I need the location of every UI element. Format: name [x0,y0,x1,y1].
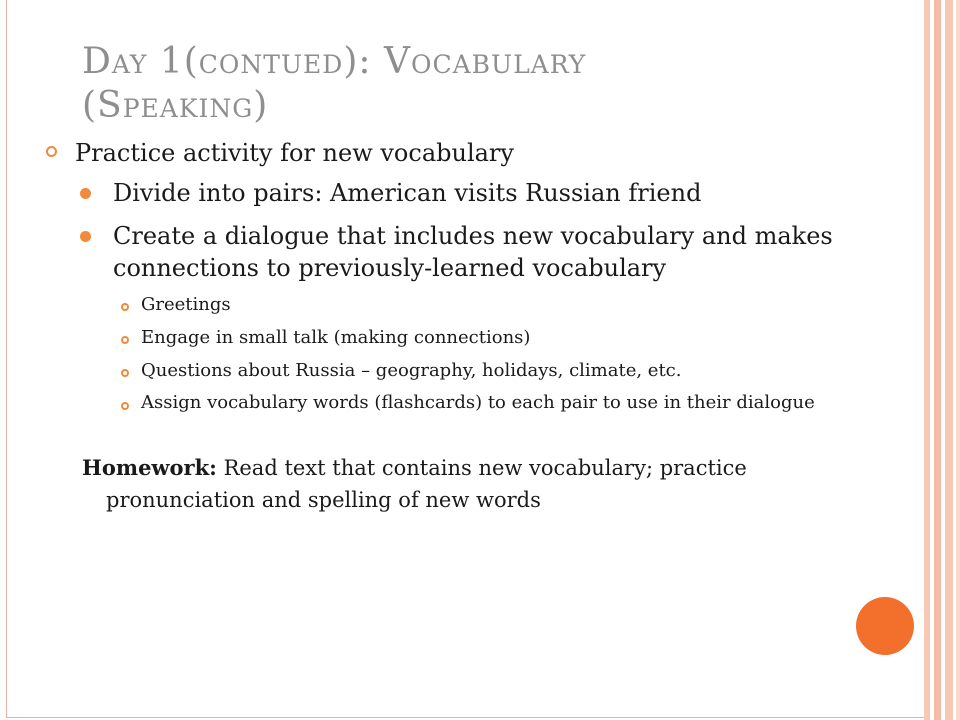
decorative-stripe [924,0,930,720]
bullet-level2: Create a dialogue that includes new vocabulary and makes connections to previously-learned vocabulary [113,222,833,282]
dot-bullet-icon [80,231,91,242]
accent-circle [856,597,914,655]
bullet-level2: Divide into pairs: American visits Russian friend [113,179,702,207]
small-hollow-bullet-icon [121,303,129,311]
bullet-level3: Greetings [141,294,231,315]
decorative-stripe [956,0,960,720]
small-hollow-bullet-icon [121,402,129,410]
slide-title-line-1: Day 1(contued): Vocabulary [82,41,587,82]
homework-note [82,452,902,516]
slide-title-line-2: (Speaking) [82,85,269,126]
small-hollow-bullet-icon [121,369,129,377]
decorative-stripe [945,0,953,720]
bullet-level3: Engage in small talk (making connections) [141,327,531,348]
bullet-level1: Practice activity for new vocabulary [75,139,514,167]
dot-bullet-icon [80,188,91,199]
bullet-level3: Assign vocabulary words (flashcards) to each pair to use in their dialogue [141,392,815,413]
homework-text-line-2: pronunciation and spelling of new words [106,488,541,512]
small-hollow-bullet-icon [121,336,129,344]
hollow-bullet-icon [46,146,57,157]
homework-text-line-1: Read text that contains new vocabulary; practice [216,456,747,480]
slide-title [82,40,842,128]
bullet-level3: Questions about Russia – geography, holidays, climate, etc. [141,360,682,381]
decorative-stripe [934,0,941,720]
homework-label: Homework: [82,455,217,480]
